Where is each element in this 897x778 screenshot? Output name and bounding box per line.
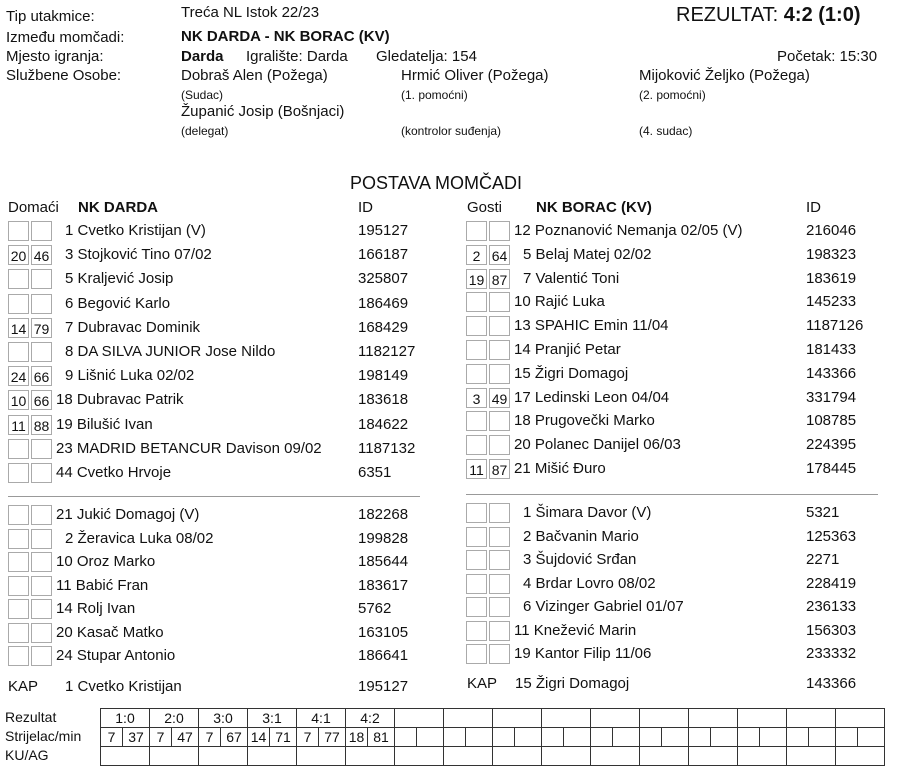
player-id: 233332 [806,645,857,662]
official-name: Dobraš Alen (Požega) [181,67,328,84]
ku-ag-cell [738,747,787,766]
scorer-minute-cell [711,728,738,747]
player-id: 183618 [358,391,409,409]
scorer-number-cell [640,728,662,747]
player-name: 14 Pranjić Petar [514,341,621,358]
player-id: 198323 [806,245,857,263]
scorer-minute-cell [466,728,493,747]
sub-minute-box [489,411,510,431]
player-name: 7 Dubravac Dominik [65,318,201,336]
sub-minute-box [489,316,510,336]
player-id: 186641 [358,647,409,664]
ku-ag-cell [689,747,738,766]
sub-minute-box [489,527,510,547]
result-cell [787,709,836,728]
player-id: 168429 [358,318,409,336]
result-cell: 4:1 [297,709,346,728]
home-captain-id: 195127 [358,678,409,695]
player-id: 183617 [358,576,409,594]
player-id: 5762 [358,600,392,617]
player-name: 11 Knežević Marin [514,621,637,639]
sub-minute-box [466,621,487,641]
player-id: 108785 [806,412,857,430]
sub-minute-box: 3 [466,388,487,408]
sub-minute-box [31,439,52,459]
ku-ag-cell [444,747,493,766]
official-role: (2. pomoćni) [639,88,706,102]
sub-minute-box [31,505,52,525]
scorer-number-cell: 14 [248,728,270,747]
scorer-number-cell: 7 [199,728,221,747]
results-row-label: Rezultat [5,709,57,725]
player-name: 10 Oroz Marko [56,553,156,570]
sub-minute-box: 20 [8,245,29,265]
sub-minute-box [489,340,510,360]
player-name: 18 Dubravac Patrik [56,391,184,409]
sub-minute-box [489,550,510,570]
ku-ag-cell [591,747,640,766]
scorer-minute-cell [809,728,836,747]
scorer-number-cell: 7 [297,728,319,747]
result-cell [640,709,689,728]
scorer-minute-cell [417,728,444,747]
home-captain-label: KAP [8,678,39,695]
sub-minute-box [466,527,487,547]
player-id: 143366 [806,364,857,382]
sub-minute-box [466,435,487,455]
scorer-number-cell [493,728,515,747]
result-cell [591,709,640,728]
sub-minute-box [31,599,52,619]
sub-minute-box: 49 [489,388,510,408]
official-name: Hrmić Oliver (Požega) [401,67,549,84]
result-heading [676,4,861,27]
player-id: 325807 [358,270,409,288]
player-id: 6351 [358,464,392,481]
player-name: 14 Rolj Ivan [56,600,136,617]
sub-minute-box [489,435,510,455]
sub-minute-box: 10 [8,390,29,410]
start-time: Početak: 15:30 [777,48,878,65]
ku-ag-cell [395,747,444,766]
result-cell: 4:2 [346,709,395,728]
sub-minute-box [8,646,29,666]
player-id: 199828 [358,529,409,547]
teams: NK DARDA - NK BORAC (KV) [181,28,390,45]
official-role: (delegat) [181,124,229,138]
scorer-number-cell [542,728,564,747]
ku-ag-cell [346,747,395,766]
scorer-minute-cell [760,728,787,747]
sub-minute-box: 66 [31,390,52,410]
ku-ag-cell [199,747,248,766]
ku-ag-cell [542,747,591,766]
sub-minute-box [8,576,29,596]
official-name: Mijoković Željko (Požega) [639,67,810,84]
place: Darda [181,48,224,65]
scorer-number-cell: 7 [101,728,123,747]
player-name: 6 Begović Karlo [65,294,171,312]
home-captain: 1 Cvetko Kristijan [65,678,182,695]
sub-minute-box: 19 [466,269,487,289]
sub-minute-box: 14 [8,318,29,338]
player-id: 216046 [806,222,857,239]
player-name: 5 Kraljević Josip [65,270,174,288]
result-cell [493,709,542,728]
sub-minute-box: 87 [489,459,510,479]
sub-minute-box [489,221,510,241]
sub-minute-box [489,597,510,617]
scorer-minute-cell: 47 [172,728,199,747]
sub-minute-box [31,623,52,643]
sub-minute-box [489,364,510,384]
sub-minute-box [489,574,510,594]
sub-minute-box [31,646,52,666]
sub-minute-box: 46 [31,245,52,265]
sub-minute-box [31,576,52,596]
results-table [100,708,885,766]
player-id: 198149 [358,367,409,385]
result-cell: 1:0 [101,709,150,728]
sub-minute-box [466,316,487,336]
place-label: Mjesto igranja: [6,48,104,65]
player-name: 20 Kasač Matko [56,623,164,641]
scorer-minute-cell [662,728,689,747]
sub-minute-box: 66 [31,366,52,386]
result-cell [542,709,591,728]
result-cell [444,709,493,728]
player-id: 163105 [358,623,409,641]
scorer-number-cell [395,728,417,747]
scorer-minute-cell [564,728,591,747]
scorer-minute-cell: 37 [123,728,150,747]
player-name: 13 SPAHIC Emin 11/04 [514,317,669,335]
sub-minute-box [466,574,487,594]
sub-minute-box [8,439,29,459]
sub-minute-box [8,269,29,289]
sub-minute-box [489,503,510,523]
player-name: 12 Poznanović Nemanja 02/05 (V) [514,222,743,239]
player-name: 9 Lišnić Luka 02/02 [65,367,195,385]
ku-ag-cell [101,747,150,766]
official-role: (kontrolor suđenja) [401,124,502,138]
sub-minute-box: 11 [8,415,29,435]
ku-ag-cell [150,747,199,766]
sub-minute-box [31,269,52,289]
result-cell: 2:0 [150,709,199,728]
scorer-minute-cell: 77 [319,728,346,747]
player-id: 125363 [806,527,857,545]
sub-minute-box [31,552,52,572]
player-name: 19 Kantor Filip 11/06 [514,645,652,662]
sub-minute-box [8,529,29,549]
officials-label: Službene Osobe: [6,67,122,84]
home-id-header: ID [358,199,373,216]
result-score: 4:2 (1:0) [783,4,861,26]
scorer-number-cell [738,728,760,747]
match-type: Treća NL Istok 22/23 [181,4,320,21]
away-captain-label: KAP [467,675,498,692]
player-id: 186469 [358,294,409,312]
pitch: Igralište: Darda [246,48,348,65]
player-name: 1 Šimara Davor (V) [523,504,652,521]
player-name: 7 Valentić Toni [523,269,620,287]
sub-minute-box [466,550,487,570]
sub-minute-box [8,623,29,643]
sub-minute-box [31,463,52,483]
scorer-minute-cell [613,728,640,747]
divider [8,496,420,497]
player-name: 8 DA SILVA JUNIOR Jose Nildo [65,343,276,360]
result-label: REZULTAT: [676,4,779,26]
results-row-label: Strijelac/min [5,728,82,744]
player-id: 1187132 [358,439,416,457]
sub-minute-box [466,644,487,664]
player-id: 224395 [806,436,857,454]
scorer-minute-cell: 67 [221,728,248,747]
result-cell [738,709,787,728]
official-role: (4. sudac) [639,124,693,138]
result-cell: 3:1 [248,709,297,728]
player-name: 4 Brdar Lovro 08/02 [523,574,656,592]
sub-minute-box [8,505,29,525]
player-id: 166187 [358,246,409,264]
player-name: 2 Bačvanin Mario [523,527,639,545]
sub-minute-box [466,340,487,360]
scorer-number-cell: 7 [150,728,172,747]
player-name: 3 Šujdović Srđan [523,551,637,568]
sub-minute-box [466,597,487,617]
player-name: 18 Prugovečki Marko [514,412,655,430]
scorer-number-cell [591,728,613,747]
player-name: 24 Stupar Antonio [56,647,176,664]
scorer-minute-cell: 71 [270,728,297,747]
ku-ag-cell [493,747,542,766]
player-id: 5321 [806,504,840,521]
home-side-label: Domaći [8,199,59,216]
player-name: 20 Polanec Danijel 06/03 [514,436,681,454]
sub-minute-box [466,221,487,241]
sub-minute-box [8,221,29,241]
sub-minute-box [31,294,52,314]
lineup-title: POSTAVA MOMČADI [350,173,523,193]
result-cell: 3:0 [199,709,248,728]
player-id: 184622 [358,415,409,433]
player-id: 195127 [358,222,409,239]
away-id-header: ID [806,199,821,216]
sub-minute-box [489,292,510,312]
player-id: 331794 [806,388,857,406]
player-name: 21 Jukić Domagoj (V) [56,506,200,523]
scorer-minute-cell [515,728,542,747]
player-id: 228419 [806,574,857,592]
sub-minute-box [8,552,29,572]
player-name: 23 MADRID BETANCUR Davison 09/02 [56,439,322,457]
ku-ag-cell [297,747,346,766]
spectators: Gledatelja: 154 [376,48,477,65]
away-side-label: Gosti [467,199,503,216]
ku-ag-cell [787,747,836,766]
sub-minute-box [489,644,510,664]
official-name: Županić Josip (Bošnjaci) [181,103,345,120]
official-role: (Sudac) [181,88,224,102]
away-captain-id: 143366 [806,675,857,692]
sub-minute-box: 79 [31,318,52,338]
player-id: 145233 [806,293,857,311]
away-team-name: NK BORAC (KV) [536,199,652,216]
sub-minute-box [8,599,29,619]
sub-minute-box: 24 [8,366,29,386]
scorer-minute-cell: 81 [368,728,395,747]
player-name: 2 Žeravica Luka 08/02 [65,529,214,547]
sub-minute-box: 11 [466,459,487,479]
sub-minute-box [8,463,29,483]
player-name: 3 Stojković Tino 07/02 [65,246,212,264]
player-name: 6 Vizinger Gabriel 01/07 [523,598,684,615]
player-id: 181433 [806,341,857,358]
player-name: 21 Mišić Đuro [514,460,606,477]
player-id: 183619 [806,269,857,287]
ku-ag-cell [640,747,689,766]
player-id: 156303 [806,621,857,639]
sub-minute-box: 88 [31,415,52,435]
result-cell [395,709,444,728]
player-name: 19 Bilušić Ivan [56,415,153,433]
sub-minute-box [8,294,29,314]
player-id: 1187126 [806,317,864,335]
player-name: 10 Rajić Luka [514,293,605,311]
home-team-name: NK DARDA [78,199,158,216]
player-name: 1 Cvetko Kristijan (V) [65,222,206,239]
player-name: 11 Babić Fran [56,576,149,594]
result-cell [689,709,738,728]
player-name: 5 Belaj Matej 02/02 [523,245,652,263]
sub-minute-box [489,621,510,641]
player-name: 17 Ledinski Leon 04/04 [514,388,670,406]
results-row-label: KU/AG [5,747,49,763]
player-id: 1182127 [358,343,416,360]
ku-ag-cell [836,747,885,766]
sub-minute-box: 64 [489,245,510,265]
sub-minute-box [466,503,487,523]
ku-ag-cell [248,747,297,766]
player-name: 44 Cvetko Hrvoje [56,464,172,481]
sub-minute-box: 87 [489,269,510,289]
sub-minute-box [466,364,487,384]
result-cell [836,709,885,728]
scorer-number-cell [787,728,809,747]
player-id: 2271 [806,551,840,568]
player-id: 236133 [806,598,857,615]
scorer-number-cell [444,728,466,747]
sub-minute-box [466,411,487,431]
sub-minute-box [31,529,52,549]
scorer-number-cell: 18 [346,728,368,747]
official-role: (1. pomoćni) [401,88,468,102]
match-type-label: Tip utakmice: [6,8,95,25]
player-id: 182268 [358,506,409,523]
sub-minute-box [466,292,487,312]
scorer-minute-cell [858,728,885,747]
sub-minute-box [31,342,52,362]
divider [466,494,878,495]
scorer-number-cell [689,728,711,747]
scorer-number-cell [836,728,858,747]
sub-minute-box [31,221,52,241]
sub-minute-box: 2 [466,245,487,265]
player-id: 185644 [358,553,409,570]
sub-minute-box [8,342,29,362]
between-label: Između momčadi: [6,29,125,46]
away-captain: 15 Žigri Domagoj [515,675,630,692]
player-name: 15 Žigri Domagoj [514,364,629,382]
player-id: 178445 [806,460,857,477]
